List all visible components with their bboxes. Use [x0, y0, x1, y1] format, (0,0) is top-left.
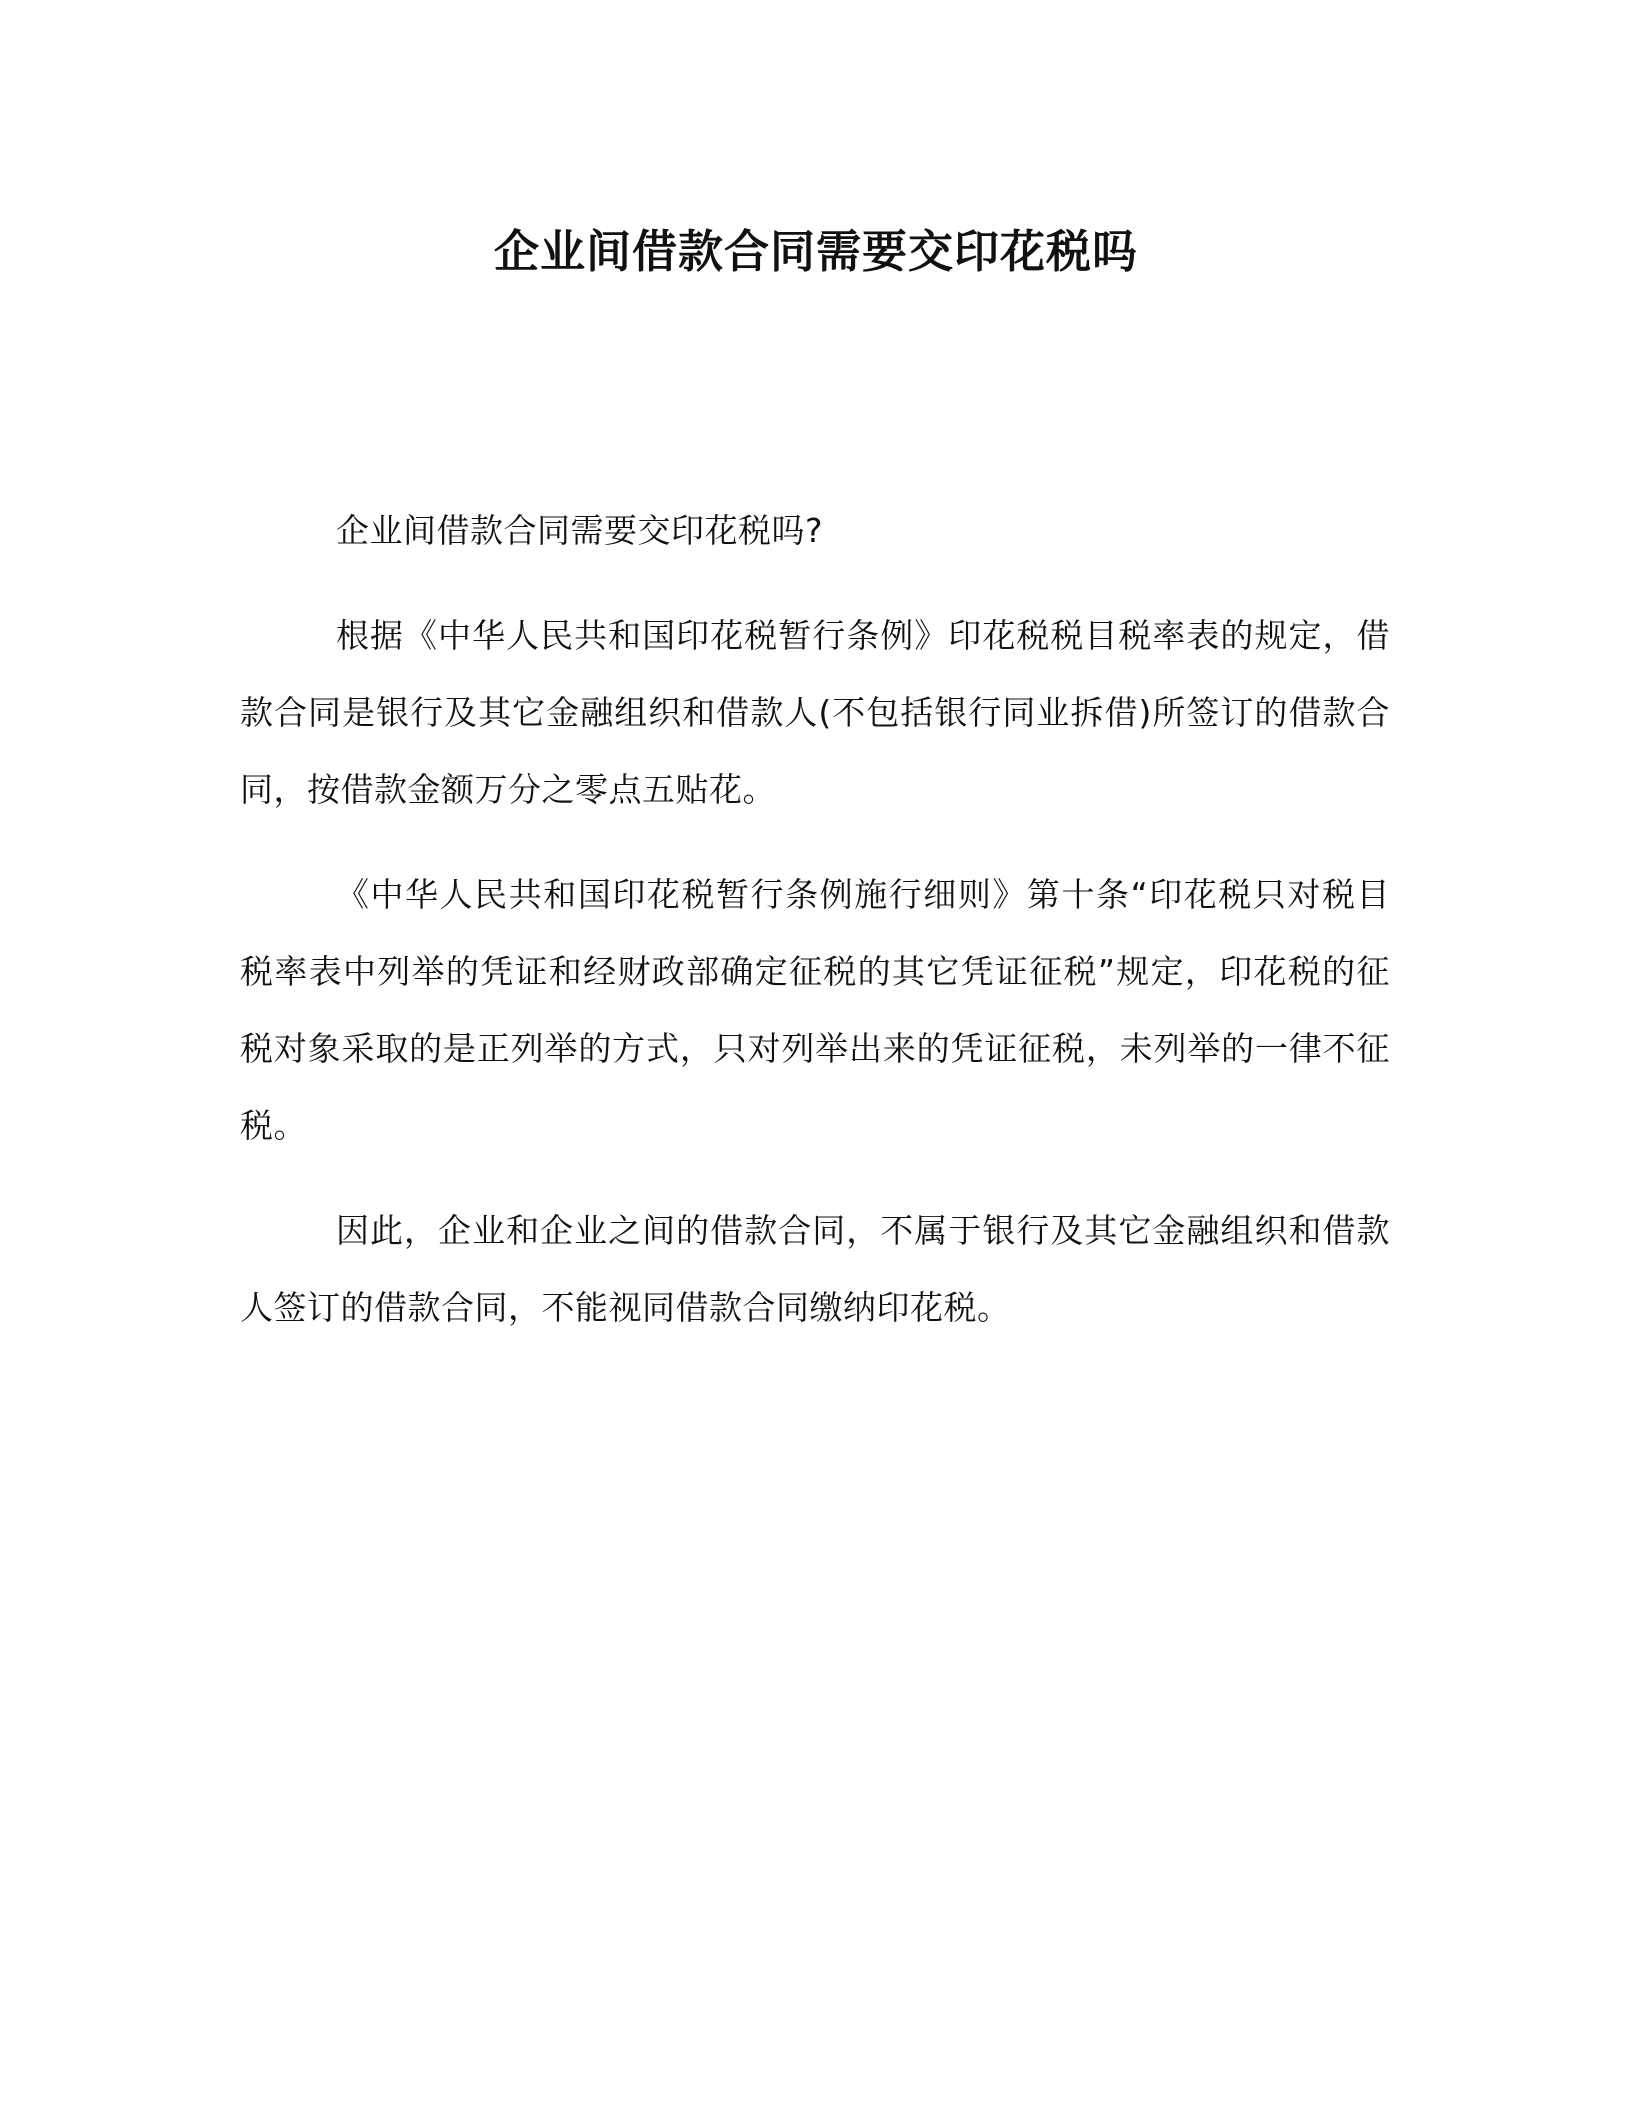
- paragraph-question: 企业间借款合同需要交印花税吗?: [336, 511, 824, 550]
- document-body: [240, 492, 1390, 1374]
- paragraph-implementation-rules: 《中华人民共和国印花税暂行条例施行细则》第十条“印花税只对税目税率表中列举的凭证和经财政部确定征税的其它凭证征税”规定，印花税的征税对象采取的是正列举的方式，只对列举出来的凭证征税，未列举的一律不征税。: [240, 875, 1390, 1145]
- paragraph-regulation: 根据《中华人民共和国印花税暂行条例》印花税税目税率表的规定，借款合同是银行及其它金融组织和借款人(不包括银行同业拆借)所签订的借款合同，按借款金额万分之零点五贴花。: [240, 616, 1390, 809]
- paragraph-conclusion: 因此，企业和企业之间的借款合同，不属于银行及其它金融组织和借款人签订的借款合同，不能视同借款合同缴纳印花税。: [240, 1211, 1390, 1327]
- document-title: 企业间借款合同需要交印花税吗: [493, 225, 1138, 278]
